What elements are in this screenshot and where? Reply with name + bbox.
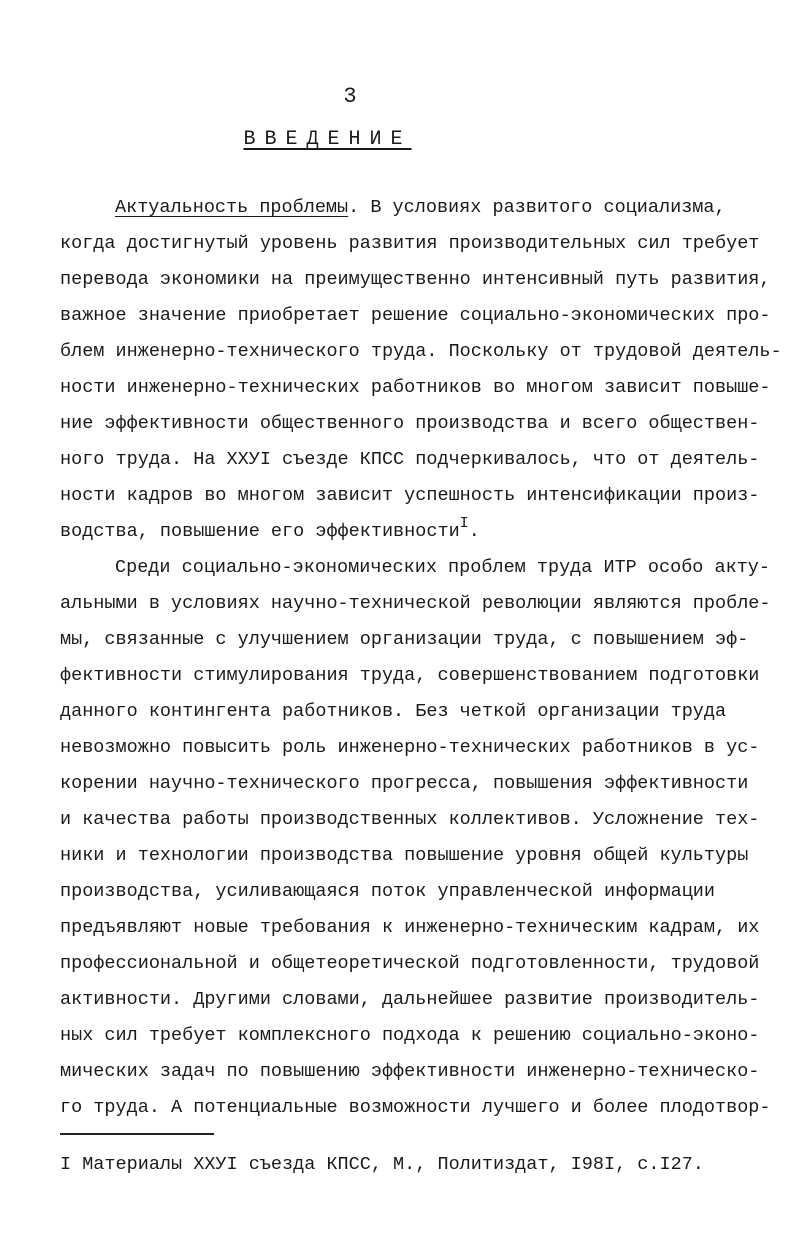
text-line: блем инженерно-технического труда. Поскольку от трудовой деятель- <box>60 341 782 362</box>
footnote-mark: I <box>459 515 469 532</box>
page-number: 3 <box>343 84 357 109</box>
text-line: ности кадров во многом зависит успешность интенсификации произ- <box>60 485 760 506</box>
lead-phrase: Актуальность проблемы <box>115 197 349 218</box>
text-line: когда достигнутый уровень развития производительных сил требует <box>60 233 760 254</box>
text-line: предъявляют новые требования к инженерно-техническим кадрам, их <box>60 917 760 938</box>
text-line: профессиональной и общетеоретической подготовленности, трудовой <box>60 953 760 974</box>
paragraph-2 <box>60 550 780 1126</box>
text-line: альными в условиях научно-технической революции являются пробле- <box>60 593 771 614</box>
text-fragment: . <box>468 521 480 542</box>
text-line: важное значение приобретает решение социально-экономических про- <box>60 305 771 326</box>
footnote: I Материалы XXУI съезда КПСС, М., Политиздат, I98I, с.I27. <box>60 1154 704 1175</box>
paragraph-2-first-line: Среди социально-экономических проблем труда ИТР особо акту- <box>115 557 771 578</box>
text-line: производства, усиливающаяся поток управленческой информации <box>60 881 716 902</box>
text-line: корении научно-технического прогресса, повышения эффективности <box>60 773 749 794</box>
text-line: активности. Другими словами, дальнейшее развитие производитель- <box>60 989 760 1010</box>
text-line: невозможно повысить роль инженерно-технических работников в ус- <box>60 737 760 758</box>
section-heading: ВВЕДЕНИЕ <box>243 128 412 151</box>
paragraph-1-last-line <box>60 514 780 551</box>
text-fragment: водства, повышение его эффективности <box>60 521 460 542</box>
text-line: мы, связанные с улучшением организации труда, с повышением эф- <box>60 629 749 650</box>
text-line: ности инженерно-технических работников во многом зависит повыше- <box>60 377 771 398</box>
paragraph-1-first-line <box>60 190 780 226</box>
first-line-rest: . В условиях развитого социализма, <box>348 197 726 218</box>
paragraph-1 <box>60 190 780 551</box>
text-line: фективности стимулирования труда, совершенствованием подготовки <box>60 665 760 686</box>
text-line: го труда. А потенциальные возможности лучшего и более плодотвор- <box>60 1097 771 1118</box>
text-line: ного труда. На XXУI съезде КПСС подчеркивалось, что от деятель- <box>60 449 760 470</box>
text-line: данного контингента работников. Без четкой организации труда <box>60 701 727 722</box>
footnote-separator <box>60 1133 214 1135</box>
text-line: ных сил требует комплексного подхода к решению социально-эконо- <box>60 1025 760 1046</box>
text-line: ники и технологии производства повышение уровня общей культуры <box>60 845 749 866</box>
text-line: перевода экономики на преимущественно интенсивный путь развития, <box>60 269 771 290</box>
text-line: мических задач по повышению эффективности инженерно-техническо- <box>60 1061 760 1082</box>
text-line: ние эффективности общественного производства и всего обществен- <box>60 413 760 434</box>
text-line: и качества работы производственных коллективов. Усложнение тех- <box>60 809 760 830</box>
